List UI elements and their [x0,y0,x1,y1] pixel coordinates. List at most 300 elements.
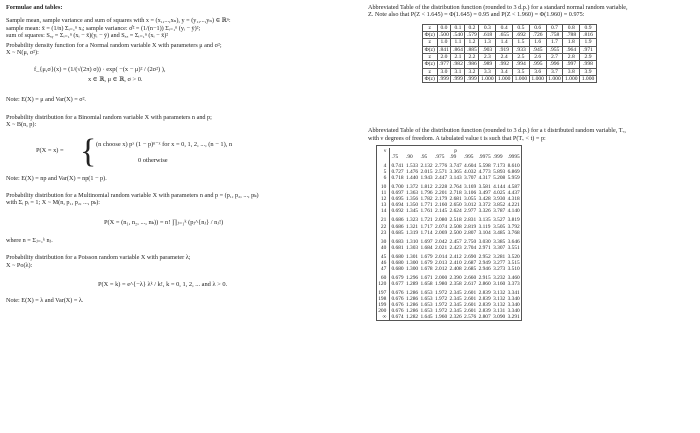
t-table-value-cell: 5.208 [493,175,506,182]
multinomial-where: where n = Σⱼ₌₁ᵏ nⱼ. [6,236,53,244]
t-table-value-cell: 2.776 [435,163,448,170]
t-table-value-cell: 0.677 [391,280,404,287]
normal-table-cell: .885 [465,46,479,53]
normal-table-row [423,39,597,46]
t-table-value-cell: 3.646 [507,238,520,245]
normal-table-cell: .500 [437,32,451,39]
normal-distribution-table [422,24,597,83]
normal-table-cell: 2.7 [546,54,563,61]
t-table-value-cell: 2.915 [478,274,491,281]
normal-table-cell: 2.4 [496,54,513,61]
t-table-prob-cell: .90 [405,154,413,161]
t-table-value-cell: 2.839 [478,295,491,302]
t-table-value-cell: 3.340 [507,302,520,309]
t-table-value-cell: 0.741 [391,163,404,170]
t-table-caption-1: Abbreviated Table of the distribution function (rounded to 3 d.p.) for a t distributed random variable, Tᵥ, [368,127,626,135]
t-table-nu-cell: 45 [377,254,390,260]
t-table-prob-cell: .75 [391,154,399,161]
t-table-value-cell: 4.025 [493,190,506,197]
normal-table-row [423,46,597,53]
t-table-value-cell: 3.160 [493,280,506,287]
normal-table-cell: Φ(z) [423,32,438,39]
normal-table-cell: 1.000 [563,75,580,82]
normal-table-cell: .726 [529,32,546,39]
t-table-value-cell: 1.972 [435,295,448,302]
sample-line-3: sum of squares: Sₓᵧ = Σᵢ₌₁ⁿ (xᵢ − x̄)(yᵢ − ȳ) and Sₓₓ = Σᵢ₌₁ⁿ (xᵢ − x̄)² [6,32,169,40]
t-table-value-cell: 3.030 [478,238,491,245]
t-table-row [377,314,521,320]
t-table-p-header: p [454,148,457,154]
t-table-value-cell: 3.819 [507,217,520,224]
t-table-value-cell: 1.323 [405,217,419,224]
t-table-value-cell: 2.345 [449,289,462,296]
t-table-value-cell: 5.959 [507,175,520,182]
t-table-value-cell: 2.518 [449,217,462,224]
t-table-value-cell: 1.796 [420,190,433,197]
t-table-value-cell: 2.145 [435,208,448,215]
t-table-value-cell: 3.119 [478,223,491,230]
t-table-value-cell: 0.680 [391,259,404,266]
t-table-value-cell: 2.012 [435,265,448,272]
t-table-value-cell: 2.500 [449,229,462,236]
normal-table-cell: .692 [513,32,530,39]
t-table-value-cell: 1.782 [420,196,433,203]
t-table-value-cell: 1.363 [405,190,419,197]
t-table-value-cell: 2.326 [449,314,462,321]
t-table-nu-cell: 197 [377,290,390,296]
normal-table-cell: 1.000 [529,75,546,82]
normal-table-cell: 0.4 [496,24,513,31]
normal-table-cell: 3.4 [496,68,513,75]
t-table-prob-cell: .99 [449,154,457,161]
t-table-value-cell: 1.960 [435,314,448,321]
normal-table-cell: 3.3 [479,68,496,75]
t-table-value-cell: 5.893 [493,169,506,176]
t-table-value-cell: 2.971 [478,244,491,251]
t-table-value-cell: 2.624 [449,208,462,215]
t-table-value-cell: 2.819 [464,223,477,230]
normal-table-row [423,54,597,61]
t-table-value-cell: 3.277 [493,259,506,266]
normal-table-row [423,61,597,68]
t-table-value-cell: 2.946 [478,265,491,272]
multinomial-intro-1: Probability distribution for a Multinomial random variable X with parameters n and p = (p₁, p₂, ..., pₖ) [6,192,259,200]
t-table-value-cell: 2.000 [435,274,448,281]
t-table-nu-cell: 47 [377,266,390,272]
t-table-value-cell: 2.718 [449,190,462,197]
t-table-value-cell: 3.106 [464,190,477,197]
t-table-value-cell: 1.679 [420,253,433,260]
t-table-value-cell: 2.704 [464,244,477,251]
t-table-value-cell: 2.447 [435,175,448,182]
t-table-value-cell: 5.598 [478,163,491,170]
poisson-intro-2: X ~ Po(λ): [6,261,33,269]
t-table-value-cell: 3.527 [493,217,506,224]
normal-table-cell: .992 [496,61,513,68]
binomial-brace: { [80,132,97,170]
t-table-value-cell: 1.319 [405,229,419,236]
t-table-value-cell: 3.090 [493,314,506,321]
t-table-value-cell: 1.372 [405,184,419,191]
t-table-value-cell: 1.761 [420,208,433,215]
t-table-value-cell: 3.707 [464,175,477,182]
t-table-value-cell: 3.143 [449,175,462,182]
poisson-formula: P(X = k) = e^{−λ} λᵏ / k!, k = 0, 1, 2, ... and λ > 0. [98,281,228,289]
t-table-value-cell: 1.671 [420,274,433,281]
normal-table-cell: .998 [580,61,597,68]
t-table-value-cell: 2.839 [478,308,491,315]
t-table-value-cell: 0.700 [391,184,404,191]
t-table-value-cell: 4.604 [464,163,477,170]
t-table-value-cell: 1.350 [405,202,419,209]
t-table-nu-cell: 21 [377,217,390,223]
t-table-value-cell: 2.839 [478,289,491,296]
normal-table-cell: .618 [479,32,496,39]
t-table-value-cell: 2.345 [449,302,462,309]
binomial-case-1: (n choose x) pˣ (1 − p)ⁿ⁻ˣ for x = 0, 1, 2, ..., (n − 1), n [96,140,233,148]
normal-intro-1: Probability density function for a Normal random variable X with parameters μ and σ²; [6,41,222,49]
binomial-formula [6,133,346,173]
t-table-value-cell: 2.015 [420,169,433,176]
t-table-value-cell: 1.300 [405,265,419,272]
t-table-value-cell: 2.160 [435,202,448,209]
t-table-value-cell: 3.273 [493,265,506,272]
t-table-nu-cell: 198 [377,296,390,302]
normal-table-cell: z [423,54,438,61]
t-table-value-cell: 1.476 [405,169,419,176]
t-table-value-cell: 1.653 [420,289,433,296]
normal-table-cell: 3.1 [451,68,465,75]
normal-table-cell: 1.000 [546,75,563,82]
t-table-value-cell: 1.345 [405,208,419,215]
t-table-value-cell: 3.747 [449,163,462,170]
binomial-note: Note: E(X) = np and Var(X) = np(1 − p). [6,174,107,182]
t-table-value-cell: 1.286 [405,308,419,315]
normal-table-cell: 0.6 [529,24,546,31]
t-table-value-cell: 2.681 [449,196,462,203]
t-table-value-cell: 3.497 [478,190,491,197]
normal-table-cell: 0.3 [479,24,496,31]
t-table-prob-cell: .95 [420,154,428,161]
t-table-nu-cell: 30 [377,239,390,245]
t-table-value-cell: 4.437 [507,190,520,197]
binomial-intro-1: Probability distribution for a Binomial random variable X with parameters n and p; [6,113,212,121]
normal-table-cell: 3.0 [437,68,451,75]
normal-table-cell: .989 [479,61,496,68]
t-table-value-cell: 1.645 [420,314,433,321]
t-table-value-cell: 1.678 [420,265,433,272]
t-table-value-cell: 2.345 [449,308,462,315]
t-table-value-cell: 2.408 [449,265,462,272]
t-table-value-cell: 2.831 [464,217,477,224]
t-table-value-cell: 3.485 [493,229,506,236]
sample-line-2: sample mean: x̄ = (1/n) Σᵢ₌₁ⁿ xᵢ; sample variance: σ̂² = (1/(n−1)) Σᵢ₌₁ⁿ (yᵢ − ȳ)²; [6,24,201,32]
normal-table-cell: 1.4 [496,39,513,46]
t-table-value-cell: 1.980 [435,280,448,287]
t-table-value-cell: 4.318 [507,196,520,203]
t-table-value-cell: 2.977 [464,208,477,215]
normal-table-cell: 1.000 [479,75,496,82]
normal-table-cell: 1.8 [563,39,580,46]
normal-table-cell: .986 [465,61,479,68]
t-table-value-cell: 2.601 [464,302,477,309]
t-table-value-cell: 0.695 [391,196,404,203]
normal-table-cell: 2.9 [580,54,597,61]
t-table-value-cell: 2.069 [435,229,448,236]
t-table-value-cell: 4.144 [493,184,506,191]
normal-table-cell: 1.7 [546,39,563,46]
normal-table-cell: .971 [580,46,597,53]
t-table-nu-cell: 23 [377,230,390,236]
t-table-value-cell: 0.680 [391,253,404,260]
t-table-value-cell: 2.021 [435,244,448,251]
t-table-value-cell: 0.676 [391,308,404,315]
normal-pdf-formula: f_{μ,σ}(x) = (1/(√(2π) σ)) · exp( −(x − μ)² / (2σ²) ), [34,66,166,74]
normal-table-cell: 2.0 [437,54,451,61]
t-table-nu-cell: 199 [377,302,390,308]
t-table-value-cell: 2.080 [435,217,448,224]
normal-table-cell: 2.8 [563,54,580,61]
t-table-value-cell: 3.515 [507,259,520,266]
t-table-prob-cell: .9975 [478,154,491,161]
t-table-value-cell: 2.687 [464,259,477,266]
normal-table-cell: 0.7 [546,24,563,31]
t-table-value-cell: 1.972 [435,289,448,296]
t-table-nu-header: ν [377,148,390,154]
sample-line-1: Sample mean, sample variance and sum of squares with x = (x₁,...,xₙ), y = (y₁,...,yₙ) ∈ ℝⁿ: [6,17,231,25]
t-table-value-cell: 1.717 [420,223,433,230]
normal-table-cell: 3.8 [563,68,580,75]
t-table-value-cell: 1.289 [405,280,419,287]
t-table-value-cell: 0.676 [391,302,404,309]
t-table-value-cell: 3.291 [507,314,520,321]
t-table-value-cell: 2.660 [464,274,477,281]
normal-table-cell: 1.1 [451,39,465,46]
t-table-nu-cell: 46 [377,260,390,266]
normal-table-cell: 0.2 [465,24,479,31]
t-table-value-cell: 3.365 [449,169,462,176]
t-table-prob-cell: .9995 [507,154,520,161]
normal-table-cell: .995 [529,61,546,68]
normal-table-cell: 2.6 [529,54,546,61]
t-table-value-cell: 1.943 [420,175,433,182]
t-table-prob-cell: .995 [464,154,474,161]
multinomial-intro-2: with Σᵢ pᵢ = 1; X ~ M(n, p₁, p₂, ..., pₖ): [6,199,100,207]
t-table-value-cell: 2.457 [449,238,462,245]
t-table-value-cell: 4.587 [507,184,520,191]
t-table-value-cell: 2.601 [464,308,477,315]
t-table-value-cell: 3.340 [507,308,520,315]
normal-table-caption-1: Abbreviated Table of the distribution function (rounded to 3 d.p.) for a standard normal random variable, [368,4,628,11]
t-table-value-cell: 2.074 [435,223,448,230]
t-table-value-cell: 0.685 [391,229,404,236]
t-table-value-cell: 3.104 [478,229,491,236]
formulae-column [6,4,346,305]
t-table-value-cell: 4.140 [507,208,520,215]
t-table-value-cell: 2.750 [464,238,477,245]
t-table-prob-cell: .999 [493,154,503,161]
normal-table-cell: .579 [465,32,479,39]
t-table-value-cell: 2.201 [435,190,448,197]
normal-table-cell: 1.2 [465,39,479,46]
page-heading: Formulae and tables: [6,4,63,11]
t-table-value-cell: 2.807 [478,314,491,321]
t-table-value-cell: 2.042 [435,238,448,245]
t-table-value-cell: 2.410 [449,259,462,266]
t-table-value-cell: 3.132 [493,289,506,296]
t-table-value-cell: 0.692 [391,208,404,215]
normal-table-cell: 3.5 [513,68,530,75]
t-table-value-cell: 2.839 [478,302,491,309]
t-table-value-cell: 1.282 [405,314,419,321]
normal-table-row [423,68,597,75]
t-table-nu-cell: 11 [377,190,390,196]
t-table-value-cell: 1.653 [420,302,433,309]
t-table-value-cell: 0.694 [391,202,404,209]
normal-pdf-conditions: x ∈ ℝ, μ ∈ ℝ, σ > 0. [88,76,143,84]
t-table-value-cell: 3.372 [478,202,491,209]
normal-table-row [423,32,597,39]
t-table-nu-cell: 120 [377,281,390,287]
normal-table-cell: z [423,39,438,46]
normal-table-cell: .933 [513,46,530,53]
t-table-value-cell: 0.680 [391,265,404,272]
t-table-value-cell: 2.508 [449,223,462,230]
t-table-value-cell: 3.792 [507,223,520,230]
normal-table-row [423,75,597,82]
normal-table-cell: .999 [437,75,451,82]
t-table-value-cell: 2.576 [464,314,477,321]
tables-column [368,4,694,326]
t-table-nu-cell: 14 [377,208,390,214]
t-distribution-table [377,148,521,320]
t-table-value-cell: 3.505 [493,223,506,230]
normal-table-cell: 1.000 [580,75,597,82]
t-table-value-cell: 0.674 [391,314,404,321]
normal-table-cell: 0.5 [513,24,530,31]
normal-table-cell: z [423,68,438,75]
t-table-value-cell: 3.428 [478,196,491,203]
normal-table-cell: .964 [563,46,580,53]
t-table-value-cell: 1.653 [420,308,433,315]
t-table-value-cell: 3.768 [507,229,520,236]
normal-table-row [423,24,597,31]
normal-table-cell: .999 [465,75,479,82]
t-table-value-cell: 6.869 [507,169,520,176]
t-table-value-cell: 4.317 [478,175,491,182]
t-table-value-cell: 0.697 [391,190,404,197]
normal-table-cell: .841 [437,46,451,53]
normal-table-cell: 1.000 [513,75,530,82]
t-table-value-cell: 3.340 [507,295,520,302]
normal-table-cell: .788 [563,32,580,39]
t-table-value-cell: 0.676 [391,289,404,296]
normal-note: Note: E(X) = μ and Var(X) = σ². [6,96,86,104]
t-table-nu-cell: ∞ [377,314,390,320]
t-table-value-cell: 0.686 [391,217,404,224]
t-table-value-cell: 8.610 [507,163,520,170]
t-table-caption-2: with ν degrees of freedom. A tabulated value t is such that P(Tᵥ < t) = p: [368,134,546,142]
normal-table-cell: 0.9 [580,24,597,31]
t-table-value-cell: 0.679 [391,274,404,281]
normal-table-cell: .997 [563,61,580,68]
normal-table-cell: 3.2 [465,68,479,75]
t-table-nu-cell: 6 [377,175,390,181]
t-table-value-cell: 3.169 [464,184,477,191]
normal-table-cell: .994 [513,61,530,68]
t-table-value-cell: 0.727 [391,169,404,176]
t-table-value-cell: 2.390 [449,274,462,281]
t-table-value-cell: 2.949 [478,259,491,266]
t-table-value-cell: 3.581 [478,184,491,191]
t-table-value-cell: 1.300 [405,259,419,266]
t-table-value-cell: 2.764 [449,184,462,191]
normal-table-cell: 3.6 [529,68,546,75]
poisson-intro-1: Probability distribution for a Poisson random variable X with parameter λ; [6,254,191,262]
normal-table-cell: .977 [437,61,451,68]
normal-table-cell: 1.9 [580,39,597,46]
t-table-value-cell: 3.131 [493,308,506,315]
binomial-case-2: 0 otherwise [138,156,168,164]
t-table-nu-cell: 22 [377,224,390,230]
t-table-value-cell: 1.356 [405,196,419,203]
t-table-value-cell: 1.321 [405,223,419,230]
normal-table-cell: .996 [546,61,563,68]
t-table-value-cell: 3.520 [507,253,520,260]
t-table-value-cell: 2.179 [435,196,448,203]
t-table-value-cell: 2.690 [464,253,477,260]
binomial-lhs: P(X = x) = [36,146,64,154]
t-table-value-cell: 1.653 [420,295,433,302]
t-table-value-cell: 1.972 [435,308,448,315]
t-table-nu-cell: 12 [377,196,390,202]
t-table-value-cell: 1.533 [405,163,419,170]
t-table-nu-cell: 13 [377,202,390,208]
t-table-value-cell: 0.686 [391,223,404,230]
binomial-intro-2: X ~ B(n, p): [6,121,37,129]
t-table-value-cell: 2.807 [464,229,477,236]
t-table-value-cell: 1.972 [435,302,448,309]
t-table-value-cell: 3.055 [464,196,477,203]
t-table-value-cell: 0.683 [391,238,404,245]
t-table-value-cell: 3.787 [493,208,506,215]
t-table-value-cell: 2.617 [464,280,477,287]
t-table-value-cell: 2.228 [435,184,448,191]
normal-table-cell: 3.7 [546,68,563,75]
t-table-value-cell: 1.812 [420,184,433,191]
t-table-value-cell: 1.721 [420,217,433,224]
t-table-value-cell: 1.303 [405,244,419,251]
normal-table-cell: z [423,24,438,31]
t-table-value-cell: 0.676 [391,295,404,302]
normal-table-cell: .999 [451,75,465,82]
normal-table-cell: Φ(z) [423,46,438,53]
t-table-value-cell: 2.014 [435,253,448,260]
t-table-value-cell: 3.012 [464,202,477,209]
t-table-value-cell: 2.685 [464,265,477,272]
t-table-value-cell: 3.132 [493,302,506,309]
t-table-value-cell: 2.860 [478,280,491,287]
t-table-value-cell: 3.232 [493,274,506,281]
t-table-value-cell: 4.773 [478,169,491,176]
normal-table-cell: 1.5 [513,39,530,46]
t-table-value-cell: 1.658 [420,280,433,287]
normal-table-cell: .903 [479,46,496,53]
normal-table-cell: 1.3 [479,39,496,46]
normal-table-cell: .816 [580,32,597,39]
normal-table-cell: 2.5 [513,54,530,61]
t-table-value-cell: 2.952 [478,253,491,260]
